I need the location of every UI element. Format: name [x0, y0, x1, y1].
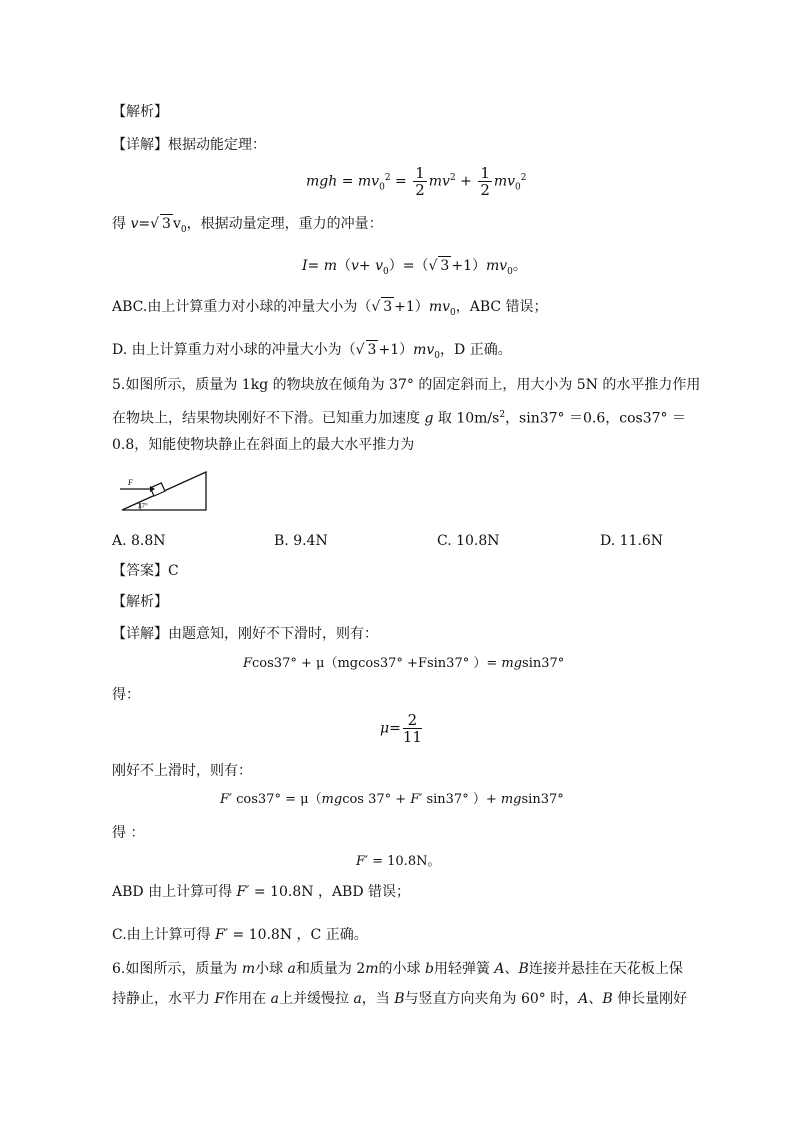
detail-line-2: 【详解】由题意知，刚好不下滑时，则有：: [112, 626, 378, 642]
option-c-analysis: C.由上计算可得 F′ = 10.8N ，C 正确。: [112, 927, 368, 943]
q5-line-3: 0.8，知能使物块静止在斜面上的最大水平推力为: [112, 437, 415, 453]
equation-energy: mgh = $mv_0^2$ = $\frac{1}{2}$ $mv^2$ + $\frac{1}{2}$ $mv_0^2$: [306, 164, 527, 200]
de-label-2: 得 ：: [112, 825, 145, 841]
option-a: A. 8.8N: [112, 533, 166, 549]
detail-intro: 根据动能定理：: [168, 137, 266, 153]
force-label: F: [128, 478, 133, 487]
option-d: D. 11.6N: [600, 533, 664, 549]
q5-line-1: 5.如图所示，质量为 1kg 的物块放在倾角为 37° 的固定斜而上，用大小为 5N 的水平推力作用: [112, 377, 701, 393]
option-b: B. 9.4N: [274, 533, 328, 549]
equation-not-slide-up: F′ cos37° = μ（mgcos 37° + F′ sin37° ）+ mgsin37°: [220, 792, 564, 807]
result-velocity-line: 得 v=√ 3 $v_0$，根据动量定理，重力的冲量：: [112, 216, 383, 235]
equation-impulse: $I= m(v+ v_0)=(√$ $3 +1)mv_0$。: [302, 258, 527, 277]
option-abd-analysis: ABD 由上计算可得 F′ = 10.8N ，ABD 错误；: [112, 884, 411, 900]
q6-line-1: 6.如图所示，质量为 m小球 a和质量为 2m的小球 b用轻弹簧 A、B连接并悬挂在天花板上保: [112, 961, 683, 977]
incline-figure: [114, 468, 214, 514]
detail-line: [112, 136, 266, 154]
q6-line-2: 持静止，水平力 F作用在 a上并缓慢拉 a，当 B与竖直方向夹角为 60° 时，A、B 伸长量刚好: [112, 991, 688, 1007]
answer-label: 【答案】: [112, 563, 168, 579]
option-abc-analysis: ABC.由上计算重力对小球的冲量大小为（√ $3 +1)mv_0$，ABC 错误；: [112, 299, 548, 318]
not-slide-up-line: 刚好不上滑时，则有：: [112, 763, 252, 779]
equation-mu: μ= $\frac{2}{11}$: [380, 711, 422, 746]
option-d-analysis: D. 由上计算重力对小球的冲量大小为（√ $3 +1)mv_0$，D 正确。: [112, 342, 512, 361]
analysis-label-2: 【解析】: [112, 594, 168, 610]
analysis-label: 【解析】: [112, 104, 168, 120]
answer-line: [112, 562, 179, 580]
equation-result-force: F′ = 10.8N。: [356, 854, 441, 869]
answer-value: C: [168, 563, 179, 579]
option-c: C. 10.8N: [437, 533, 500, 549]
angle-label: 37°: [138, 502, 148, 510]
detail-label: 【详解】: [112, 137, 168, 153]
de-label-1: 得：: [112, 687, 140, 703]
equation-not-slide-down: Fcos37° + μ（mgcos37° +Fsin37° ）= mgsin37°: [243, 656, 565, 671]
q5-line-2: 在物块上，结果物块刚好不下滑。已知重力加速度 g 取 $10m/s^2$，sin37° ＝0.6，cos37° ＝: [112, 410, 686, 427]
